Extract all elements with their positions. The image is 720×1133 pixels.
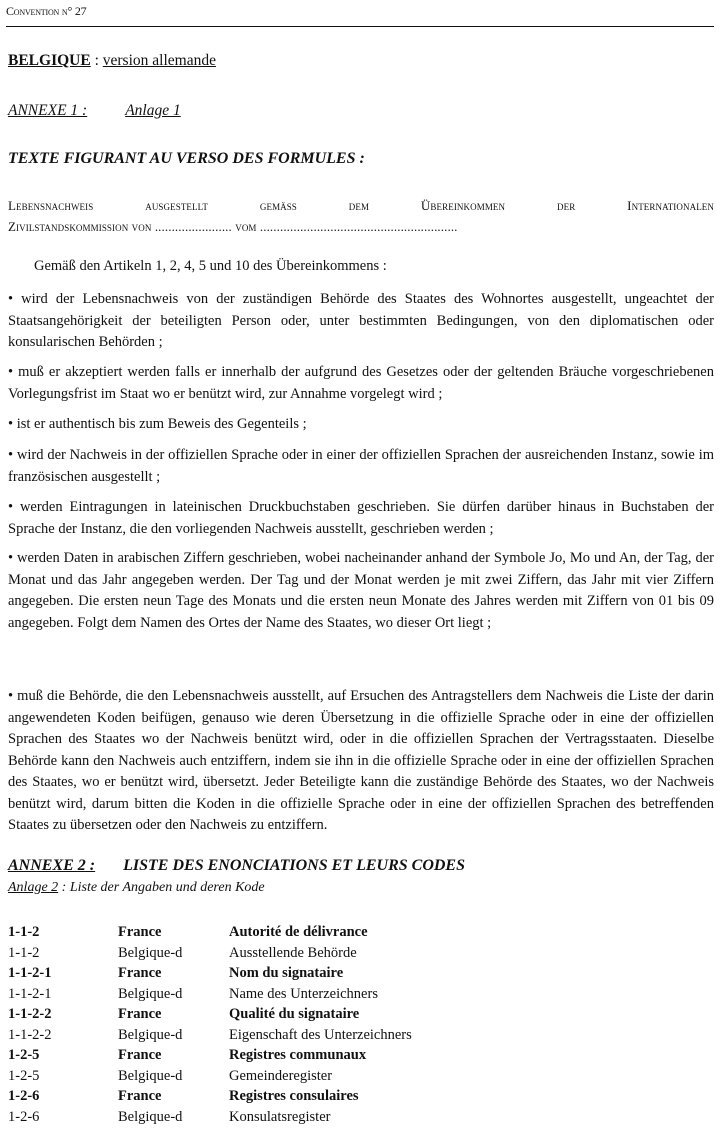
annex-2-sub-label: Anlage 2: [8, 880, 59, 895]
paragraph: • muß er akzeptiert werden falls er innerhalb der aufgrund des Gesetzes oder der geltenden Bräuche vorgeschriebenen Vorlegungsfrist im Staat wo er benützt wird, zur Annahme vorgelegt wird ;: [8, 364, 714, 402]
code-cell: 1-2-5: [8, 1047, 40, 1063]
label-cell: Registres communaux: [229, 1047, 367, 1063]
country-heading: [8, 52, 216, 70]
country-name: BELGIQUE: [8, 52, 91, 69]
annex-1-label-de: Anlage 1: [125, 102, 181, 119]
code-cell: 1-1-2-2: [8, 1006, 52, 1022]
code-cell: 1-1-2-2: [8, 1026, 52, 1043]
country-cell: France: [118, 965, 162, 981]
annex-2-subheading: [8, 880, 265, 896]
country-cell: Belgique-d: [118, 1108, 183, 1125]
annex-2-sub-title: : Liste der Angaben und deren Kode: [58, 880, 265, 895]
country-cell: Belgique-d: [118, 1026, 183, 1043]
paragraph: • werden Daten in arabischen Ziffern geschrieben, wobei nacheinander anhand der Symbole Jo, Mo und An, der Tag, der Monat und das Jahr angegeben werden. Der Tag und der Monat werden je mit zwei Ziffern, das Jahr mit vier Ziffern angegeben. Die ersten neun Tage des Monats und die ersten neun Monate des Jahres werden mit Ziffern von 01 bis 09 angegeben. Folgt dem Namen des Ortes der Name des Staates, wo dieser Ort liegt ;: [8, 550, 714, 631]
header-title: Convention n° 27: [6, 4, 87, 18]
annex-2-heading: [8, 857, 465, 875]
label-cell: Ausstellende Behörde: [229, 944, 357, 961]
paragraph: • ist er authentisch bis zum Beweis des Gegenteils ;: [8, 416, 307, 432]
paragraph: • werden Eintragungen in lateinischen Druckbuchstaben geschrieben. Sie dürfen darüber hinaus in Buchstaben der Sprache der Instanz, die den vorliegenden Nachweis ausstellt, geschrieben werden ;: [8, 499, 714, 537]
paragraph: • wird der Nachweis in der offiziellen Sprache oder in einer der offiziellen Sprachen der ausreichenden Instanz, sowie im französischen ausgestellt ;: [8, 447, 714, 485]
annex-1-heading: [8, 102, 181, 120]
certificate-line-2: Zivilstandskommission von ....................... vom ...........................................................: [8, 219, 458, 234]
code-cell: 1-1-2: [8, 924, 40, 940]
country-version: version allemande: [102, 52, 216, 69]
code-cell: 1-2-6: [8, 1088, 40, 1104]
label-cell: Qualité du signataire: [229, 1006, 360, 1022]
page-header: [6, 2, 714, 27]
label-cell: Autorité de délivrance: [229, 924, 368, 940]
annex-2-label: ANNEXE 2 :: [8, 857, 96, 874]
country-cell: Belgique-d: [118, 1067, 183, 1084]
country-cell: France: [118, 1047, 162, 1063]
code-cell: 1-1-2-1: [8, 965, 52, 981]
label-cell: Nom du signataire: [229, 965, 344, 981]
certificate-line-1: Lebensnachweis ausgestellt gemäß dem Übereinkommen der Internationalen: [8, 198, 714, 213]
annex-1-label: ANNEXE 1 :: [8, 102, 88, 119]
country-cell: Belgique-d: [118, 944, 183, 961]
country-separator: :: [90, 52, 103, 69]
country-cell: Belgique-d: [118, 985, 183, 1002]
country-cell: France: [118, 1006, 162, 1022]
code-cell: 1-1-2-1: [8, 985, 52, 1002]
country-cell: France: [118, 924, 162, 940]
label-cell: Registres consulaires: [229, 1088, 359, 1104]
label-cell: Konsulatsregister: [229, 1108, 331, 1125]
country-cell: France: [118, 1088, 162, 1104]
code-cell: 1-2-6: [8, 1108, 40, 1125]
intro-text: Gemäß den Artikeln 1, 2, 4, 5 und 10 des Übereinkommens :: [34, 258, 387, 274]
label-cell: Gemeinderegister: [229, 1067, 333, 1084]
code-cell: 1-2-5: [8, 1067, 40, 1084]
label-cell: Name des Unterzeichners: [229, 985, 378, 1002]
label-cell: Eigenschaft des Unterzeichners: [229, 1026, 412, 1043]
paragraph: • muß die Behörde, die den Lebensnachweis ausstellt, auf Ersuchen des Antragstellers dem Nachweis die Liste der darin angewendeten Koden beifügen, genauso wie deren Übersetzung in die offizielle Sprache oder in eine der offiziellen Sprachen des Staates wo der Nachweis benützt wird, oder in die offiziellen Sprachen der Vertragsstaaten. Dieselbe Behörde kann den Nachweis auch entziffern, indem sie ihn in die offizielle Sprache oder in eine der offiziellen Sprachen des Staates, wo er benützt wird, übersetzt. Jeder Beteiligte kann die zuständige Behörde des Staates, wo der Nachweis benützt wird, darum bitten die Koden in die offizielle Sprache oder in eine der offiziellen Sprachen des betreffenden Staates zu übersetzen oder den Nachweis zu entziffern.: [8, 688, 714, 833]
verso-title: TEXTE FIGURANT AU VERSO DES FORMULES :: [8, 150, 365, 167]
paragraph: • wird der Lebensnachweis von der zuständigen Behörde des Staates des Wohnortes ausgestellt, ungeachtet der Staatsangehörigkeit der beteiligten Person oder, unter bestimmten Bedingungen, von den diplomatischen oder konsularischen Behörden ;: [8, 291, 714, 350]
code-cell: 1-1-2: [8, 944, 40, 961]
annex-2-title: LISTE DES ENONCIATIONS ET LEURS CODES: [123, 857, 465, 874]
